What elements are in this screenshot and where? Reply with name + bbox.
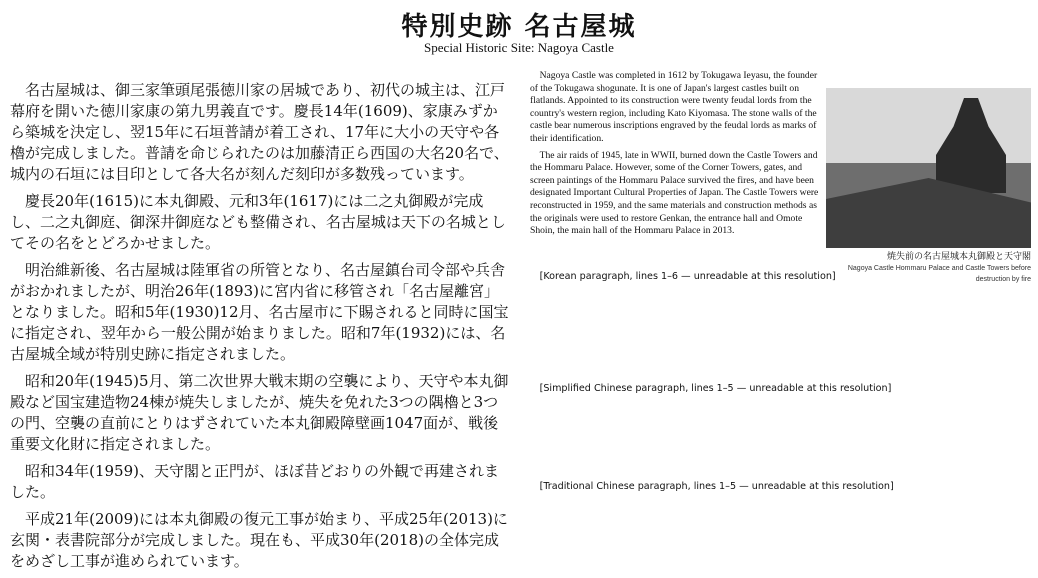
- jp-paragraph: 慶長20年(1615)に本丸御殿、元和3年(1617)には二之丸御殿が完成し、二之丸御庭、御深井御庭なども整備され、名古屋城は天下の名城としてその名をとどろかせました。: [10, 192, 506, 252]
- en-paragraph: The air raids of 1945, late in WWII, burned down the Castle Towers and the Hommaru Palace. However, some of the Corner Towers, gates, and screen paintings of the Hommaru Palace survived the fires, and have been designated Important Cultural Properties of Japan. The Castle Towers were reconstructed in 1959, and the same materials and construction methods as the originals were used to restore Genkan, the entrance hall and Omote Shoin, the main hall of the Hommaru Palace in 2013.: [530, 149, 819, 237]
- page-subtitle: Special Historic Site: Nagoya Castle: [424, 40, 614, 55]
- photo-caption-en: Nagoya Castle Hommaru Palace and Castle Towers before destruction by fire: [847, 265, 1031, 283]
- zh-hans-paragraph: [Simplified Chinese paragraph, lines 1–5 — unreadable at this resolution]: [539, 383, 892, 394]
- english-text: [530, 70, 820, 238]
- en-paragraph: Nagoya Castle was completed in 1612 by Tokugawa Ieyasu, the founder of the Tokugawa shogunate. It is one of Japan's largest castles built on flatlands. Appointed to its construction were twenty feudal lords from the country's western region, including Kato Kiyomasa. The stone walls of the castle bear numerous inscriptions engraved by the feudal lords as marks of their identification.: [530, 70, 818, 144]
- right-column: [530, 70, 1031, 492]
- jp-paragraph: 平成21年(2009)には本丸御殿の復元工事が始まり、平成25年(2013)に玄関・表書院部分が完成しました。現在も、平成30年(2018)の全体完成をめざし工事が進められています。: [10, 510, 508, 570]
- jp-paragraph: 昭和20年(1945)5月、第二次世界大戦末期の空襲により、天守や本丸御殿など国宝建造物24棟が焼失しましたが、焼失を免れた3つの隅櫓と3つの門、空襲の直前にとりはずされていた本丸御殿障壁画1047面が、戦後重要文化財に指定されました。: [10, 372, 509, 453]
- jp-paragraph: 名古屋城は、御三家筆頭尾張徳川家の居城であり、初代の城主は、江戸幕府を開いた徳川家康の第九男義直です。慶長14年(1609)、家康みずから築城を決定し、翌15年に石垣普請が着工され、17年に大小の天守や各櫓が完成しました。普請を命じられたのは加藤清正ら西国の大名20名で、城内の石垣には目印として各大名が刻んだ刻印が多数残っています。: [10, 81, 509, 183]
- chinese-simplified-text: [530, 382, 1030, 397]
- jp-paragraph: 昭和34年(1959)、天守閣と正門が、ほぼ昔どおりの外観で再建されました。: [10, 462, 499, 501]
- castle-photo: [826, 88, 1031, 248]
- photo-caption-jp: 焼失前の名古屋城本丸御殿と天守閣: [886, 252, 1031, 262]
- japanese-text: [10, 80, 510, 578]
- ko-paragraph: [Korean paragraph, lines 1–6 — unreadable at this resolution]: [539, 271, 836, 282]
- korean-text: [530, 270, 1030, 284]
- page-title: 特別史跡 名古屋城: [401, 12, 637, 42]
- chinese-traditional-text: [530, 480, 1030, 495]
- zh-hant-paragraph: [Traditional Chinese paragraph, lines 1–5 — unreadable at this resolution]: [539, 481, 894, 492]
- jp-paragraph: 明治維新後、名古屋城は陸軍省の所管となり、名古屋鎮台司令部や兵舎がおかれましたが、明治26年(1893)に宮内省に移管され「名古屋離宮」となりました。昭和5年(1930)12月、名古屋市に下賜されると同時に国宝に指定され、翌年から一般公開が始まりました。昭和7年(1932)には、名古屋城全域が特別史跡に指定されました。: [10, 261, 509, 363]
